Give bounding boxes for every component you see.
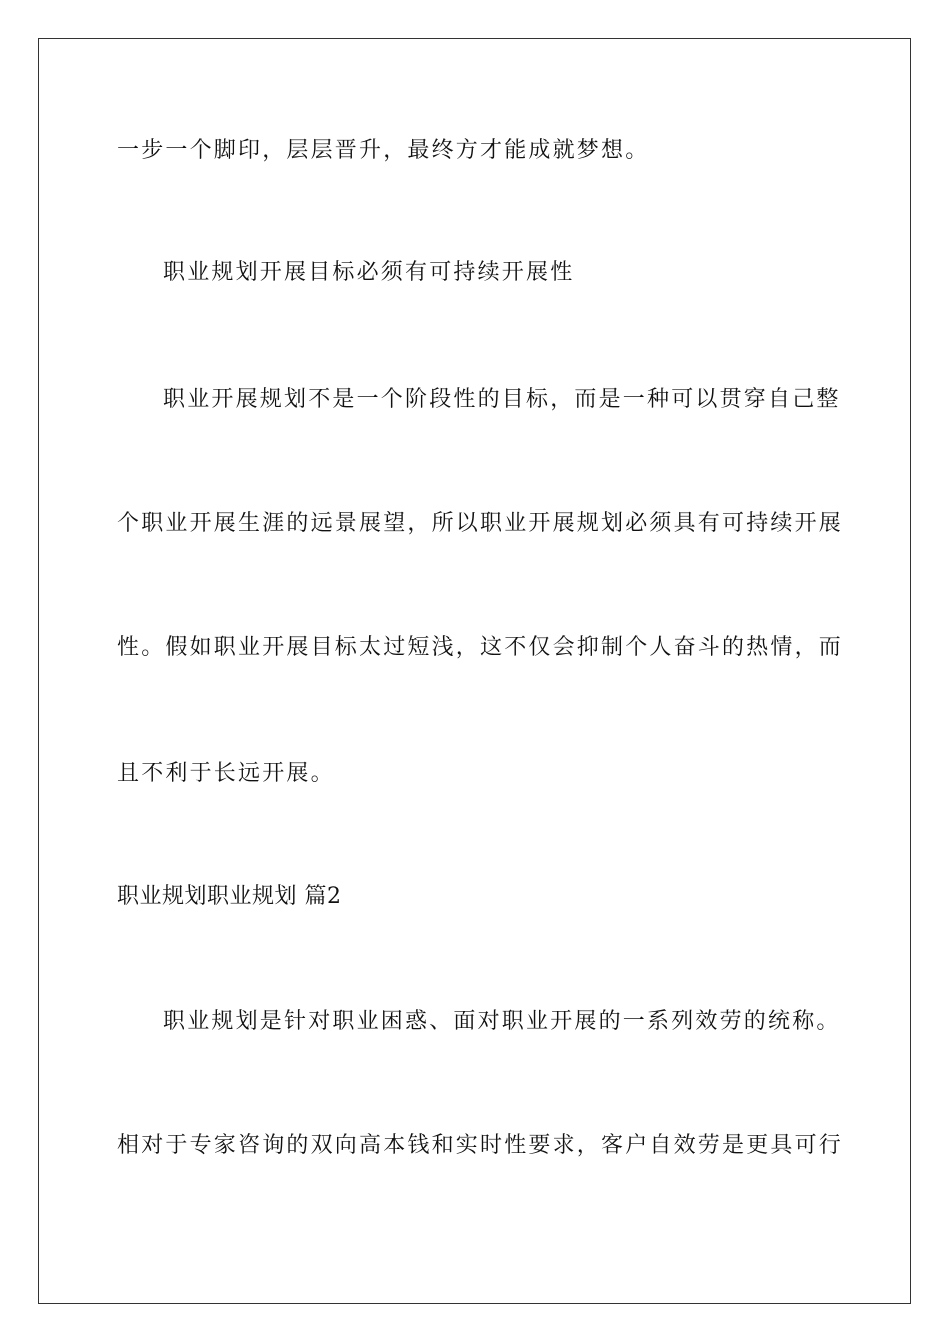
paragraph-line: 相对于专家咨询的双向高本钱和实时性要求，客户自效劳是更具可行 bbox=[117, 1133, 844, 1158]
paragraph-line: 性。假如职业开展目标太过短浅，这不仅会抑制个人奋斗的热情，而 bbox=[117, 635, 844, 660]
paragraph-line: 职业开展规划不是一个阶段性的目标，而是一种可以贯穿自己整 bbox=[163, 387, 841, 412]
paragraph-line: 职业规划是针对职业困惑、面对职业开展的一系列效劳的统称。 bbox=[163, 1009, 841, 1034]
paragraph-line: 一步一个脚印，层层晋升，最终方才能成就梦想。 bbox=[117, 138, 650, 163]
section-heading: 职业规划职业规划 篇2 bbox=[117, 884, 342, 909]
page-border bbox=[38, 38, 911, 1304]
section-subheading: 职业规划开展目标必须有可持续开展性 bbox=[163, 260, 575, 285]
paragraph-line: 且不利于长远开展。 bbox=[117, 761, 335, 786]
paragraph-line: 个职业开展生涯的远景展望，所以职业开展规划必须具有可持续开展 bbox=[117, 511, 844, 536]
